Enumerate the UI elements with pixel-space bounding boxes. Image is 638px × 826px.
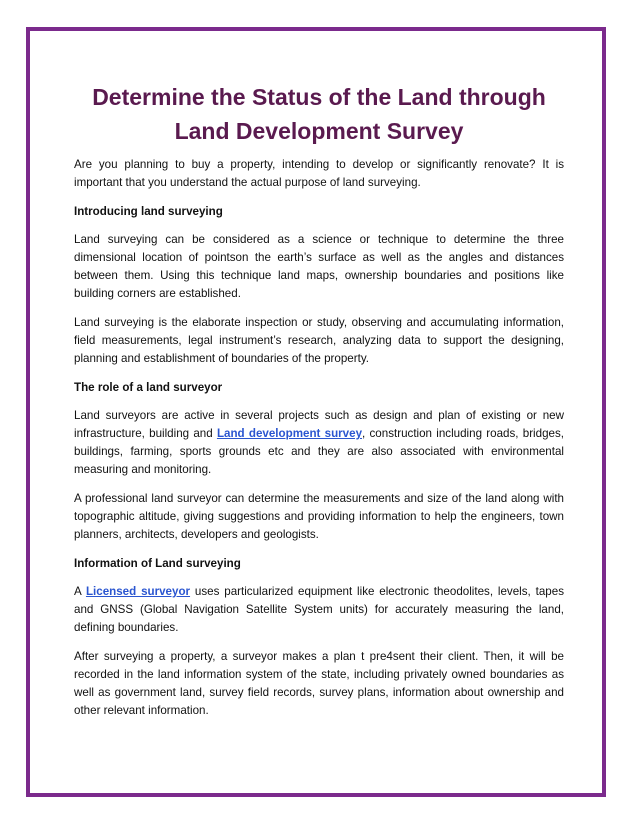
licensed-surveyor-link[interactable]: Licensed surveyor [85,585,191,598]
section2-paragraph-1 [74,407,564,479]
section3-paragraph-1 [74,583,564,637]
section2-paragraph-2: A professional land surveyor can determine the measurements and size of the land along with topographic altitude, giving suggestions and providing information to help the engineers, town planners, architects, developers and geologists. [74,492,564,541]
document-body [74,80,564,731]
section2-text-before-link: Land surveyors are active in several projects such as design and plan of existing or new infrastructure, building and [74,409,564,440]
land-development-survey-link[interactable]: Land development survey [216,427,363,440]
section3-paragraph-2: After surveying a property, a surveyor makes a plan t pre4sent their client. Then, it will be recorded in the land information system of the state, including privately owned boundaries as well as government land, survey field records, survey plans, information about ownership and other relevant information. [74,650,564,717]
document-title: Determine the Status of the Land through Land Development Survey [92,84,546,144]
section-heading-information: Information of Land surveying [74,557,241,570]
intro-paragraph: Are you planning to buy a property, intending to develop or significantly renovate? It is important that you understand the actual purpose of land surveying. [74,158,564,189]
section1-paragraph-2: Land surveying is the elaborate inspection or study, observing and accumulating information, field measurements, legal instrument’s research, analyzing data to support the designing, planning and establishment of boundaries of the property. [74,316,564,365]
section3-text-before-link: A [74,585,86,598]
section-heading-introducing: Introducing land surveying [74,205,223,218]
section-heading-role: The role of a land surveyor [74,381,223,394]
section2-text-after-link: , construction including roads, bridges, buildings, farming, sports grounds etc and they are also associated with environmental measuring and monitoring. [74,427,564,476]
section1-paragraph-1: Land surveying can be considered as a science or technique to determine the three dimensional location of pointson the earth’s surface as well as the angles and distances between them. Using this technique land maps, ownership boundaries and positions like building corners are established. [74,233,564,300]
section3-text-after-link: uses particularized equipment like electronic theodolites, levels, tapes and GNSS (Global Navigation Satellite System units) for accurately measuring the land, defining boundaries. [74,585,564,634]
